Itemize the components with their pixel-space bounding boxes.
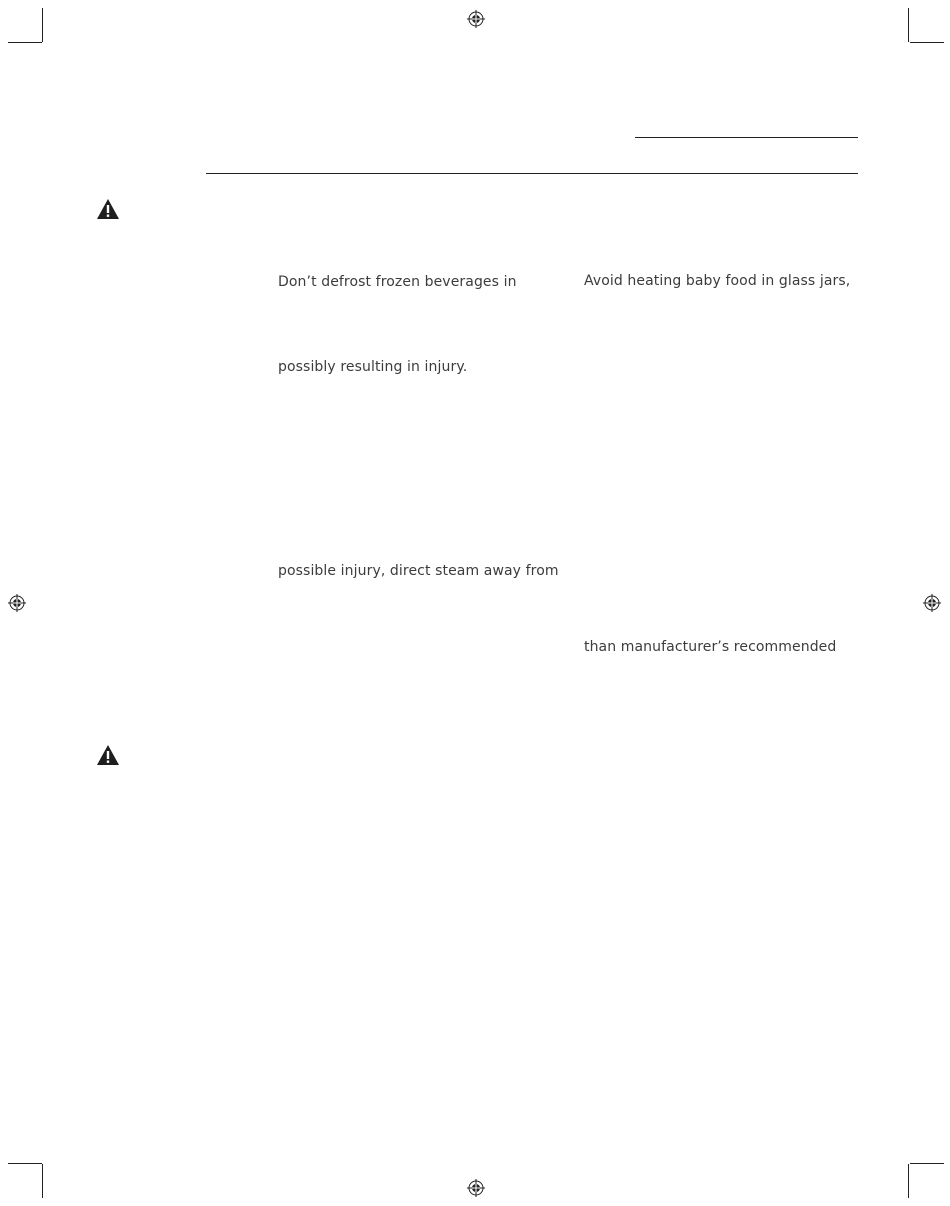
registration-target-icon bbox=[466, 9, 486, 29]
right-column-line: Avoid heating baby food in glass jars, bbox=[584, 273, 851, 289]
crop-mark-bottom-left-vertical bbox=[42, 1164, 43, 1198]
left-column-line: possible injury, direct steam away from bbox=[278, 563, 559, 579]
crop-mark-top-left-vertical bbox=[42, 8, 43, 42]
crop-mark-bottom-left-horizontal bbox=[8, 1163, 42, 1164]
left-column-line: possibly resulting in injury. bbox=[278, 359, 468, 375]
crop-mark-bottom-right-vertical bbox=[908, 1164, 909, 1198]
crop-mark-bottom-right-horizontal bbox=[910, 1163, 944, 1164]
right-column-line: than manufacturer’s recommended bbox=[584, 639, 837, 655]
registration-target-icon bbox=[466, 1178, 486, 1198]
left-column-line: Don’t defrost frozen beverages in bbox=[278, 274, 517, 290]
crop-mark-top-right-horizontal bbox=[910, 42, 944, 43]
registration-target-icon bbox=[7, 593, 27, 613]
warning-triangle-icon bbox=[96, 744, 120, 766]
header-short-rule bbox=[635, 137, 858, 138]
crop-mark-top-right-vertical bbox=[908, 8, 909, 42]
header-long-rule bbox=[206, 173, 858, 174]
registration-target-icon bbox=[922, 593, 942, 613]
crop-mark-top-left-horizontal bbox=[8, 42, 42, 43]
warning-triangle-icon bbox=[96, 198, 120, 220]
